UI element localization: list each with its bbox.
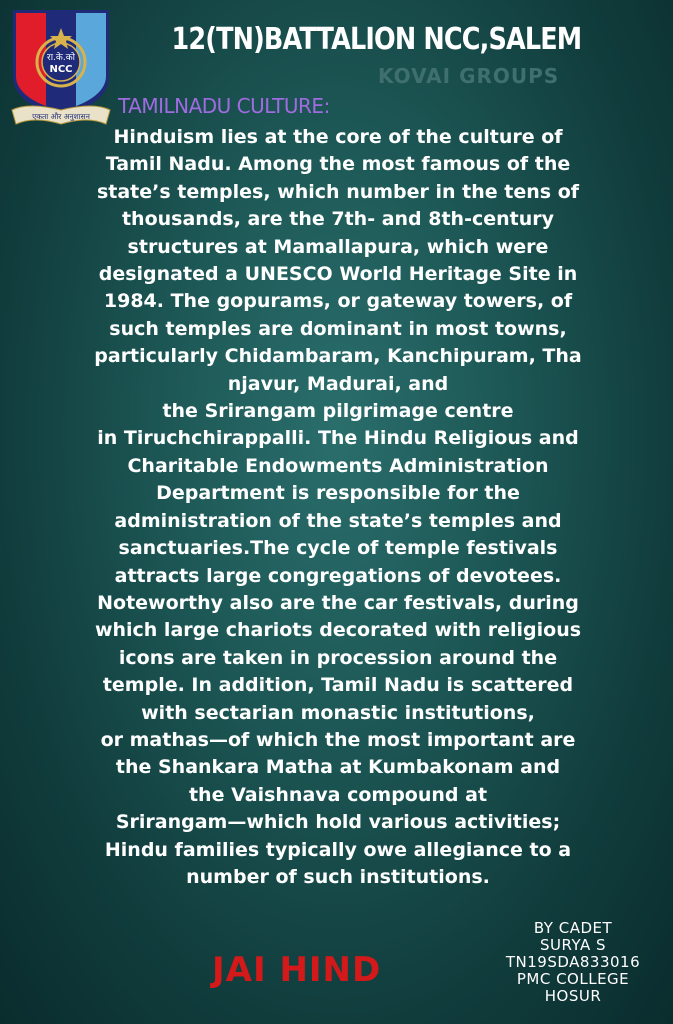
body-line: sanctuaries.The cycle of temple festivals [118, 537, 558, 560]
body-line: Noteworthy also are the car festivals, during [97, 591, 579, 614]
page-title: 12(TN)BATTALION NCC,SALEM [171, 22, 582, 57]
body-line: thousands, are the 7th- and 8th-century [121, 208, 555, 231]
body-line: Hindu families typically owe allegiance to a [104, 838, 572, 861]
body-line: administration of the state’s temples and [114, 509, 562, 532]
body-line: number of such institutions. [186, 865, 490, 888]
credit-line: HOSUR [544, 987, 602, 1005]
credit-line: BY CADET [533, 919, 613, 937]
body-line: icons are taken in procession around the [118, 646, 558, 669]
body-line: designated a UNESCO World Heritage Site in [98, 263, 578, 286]
credit-line: SURYA S [539, 936, 606, 954]
body-line: the Vaishnava compound at [188, 783, 488, 806]
body-line: attracts large congregations of devotees. [114, 564, 562, 587]
body-line: in Tiruchchirappalli. The Hindu Religious and [97, 427, 579, 450]
credit-line: PMC COLLEGE [516, 970, 630, 988]
jai-hind-slogan: JAI HIND [212, 950, 382, 990]
section-heading: TAMILNADU CULTURE: [118, 94, 330, 118]
body-text [58, 124, 618, 891]
body-line: the Srirangam pilgrimage centre [162, 400, 514, 423]
author-credit [488, 920, 658, 1005]
emblem-motto: एकता और अनुशासन [32, 112, 90, 121]
credit-line: TN19SDA833016 [505, 953, 641, 971]
body-line: structures at Mamallapura, which were [127, 235, 549, 258]
body-line: 1984. The gopurams, or gateway towers, of [103, 290, 573, 313]
body-line: njavur, Madurai, and [227, 372, 449, 395]
body-line: such temples are dominant in most towns, [109, 317, 567, 340]
body-line: the Shankara Matha at Kumbakonam and [115, 756, 561, 779]
body-line: Tamil Nadu. Among the most famous of the [105, 153, 571, 176]
emblem-center-text: NCC [49, 64, 73, 75]
body-line: with sectarian monastic institutions, [141, 701, 535, 724]
body-line: which large chariots decorated with religious [94, 619, 582, 642]
ncc-emblem-icon [8, 6, 114, 130]
body-line: state’s temples, which number in the tens of [96, 180, 580, 203]
body-line: Srirangam—which hold various activities; [115, 811, 561, 834]
body-line: or mathas—of which the most important are [100, 728, 576, 751]
page-subtitle: KOVAI GROUPS [378, 64, 560, 88]
body-line: Hinduism lies at the core of the culture of [113, 126, 563, 148]
body-line: Department is responsible for the [156, 482, 520, 505]
body-line: particularly Chidambaram, Kanchipuram, Tha [94, 345, 582, 368]
emblem-top-text: रा.के.को [47, 53, 75, 63]
body-line: temple. In addition, Tamil Nadu is scattered [102, 674, 574, 697]
body-line: Charitable Endowments Administration [127, 454, 549, 477]
